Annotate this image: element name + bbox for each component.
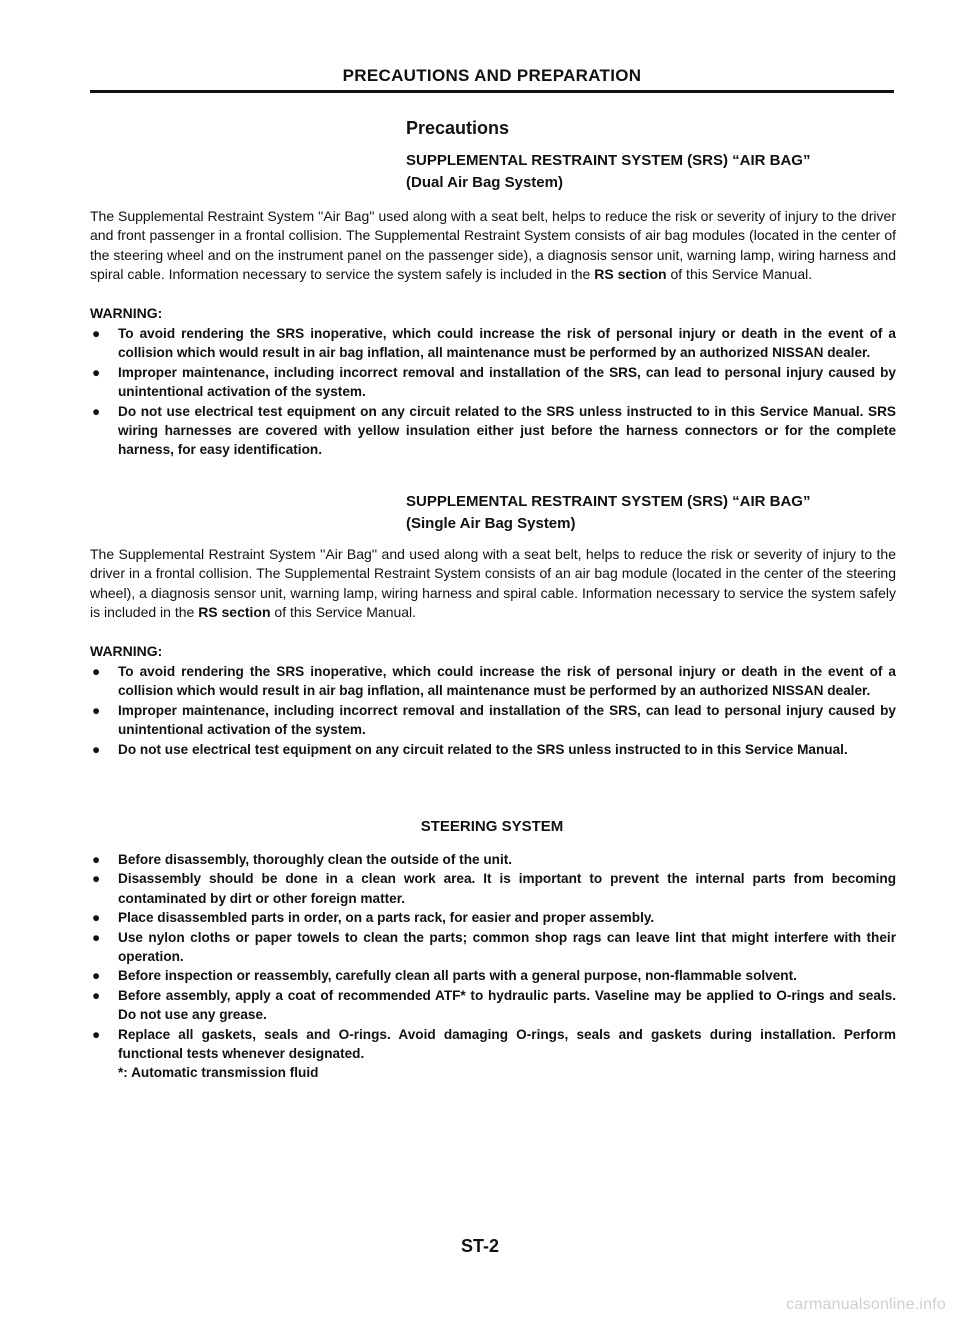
list-item: ● Do not use electrical test equipment on any circuit related to the SRS unless instructed to in this Service Manual. SRS wiring harnesses are covered with yellow insulation either just before the harness connectors or for the complete harness, for easy identification.: [92, 403, 896, 458]
list-item: ● Place disassembled parts in order, on a parts rack, for easier and proper assembly.: [90, 908, 896, 927]
bullet-icon: ●: [92, 403, 101, 419]
single-srs-heading: [406, 491, 810, 535]
bullet-icon: ●: [92, 702, 101, 718]
dual-srs-heading: [406, 150, 810, 194]
bullet-icon: ●: [92, 968, 101, 984]
list-item: ● To avoid rendering the SRS inoperative, which could increase the risk of personal injury or death in the event of a collision which would result in air bag inflation, all maintenance must be performed by an authorized NISSAN dealer.: [92, 326, 896, 361]
bullet-icon: ●: [92, 741, 101, 757]
list-item: ● Disassembly should be done in a clean work area. It is important to prevent the internal parts from becoming contaminated by dirt or other foreign matter.: [92, 871, 896, 906]
page-number: ST-2: [460, 1236, 499, 1256]
list-item: ● Before disassembly, thoroughly clean the outside of the unit.: [90, 850, 896, 869]
single-srs-para-text: The Supplemental Restraint System ''Air Bag'' and used along with a seat belt, helps to reduce the risk or severity of injury to the driver in a frontal collision. The Supplemental Restraint System consists of an air bag module (located in the center of the steering wheel), a diagnosis sensor unit, warning lamp, wiring harness and spiral cable. Information necessary to service the system safely is included in the: [90, 546, 896, 621]
bullet-icon: ●: [92, 664, 101, 679]
dual-srs-heading-line2: (Dual Air Bag System): [406, 174, 563, 191]
single-warning-label: WARNING:: [90, 643, 163, 659]
list-item: ● To avoid rendering the SRS inoperative, which could increase the risk of personal injury or death in the event of a collision which would result in air bag inflation, all maintenance must be performed by an authorized NISSAN dealer.: [92, 664, 896, 699]
page-header-title: PRECAUTIONS AND PREPARATION: [342, 66, 642, 85]
list-item: ● Improper maintenance, including incorrect removal and installation of the SRS, can lead to personal injury caused by unintentional activation of the system.: [92, 702, 896, 738]
list-item: ● Before assembly, apply a coat of recommended ATF* to hydraulic parts. Vaseline may be applied to O-rings and seals. Do not use any grease.: [92, 987, 896, 1023]
dual-srs-para-text: The Supplemental Restraint System ''Air Bag'' used along with a seat belt, helps to reduce the risk or severity of injury to the driver and front passenger in a frontal collision. The Supplemental Restraint System consists of air bag modules (located in the center of the steering wheel and on the instrument panel on the passenger side), a diagnosis sensor unit, warning lamp, wiring harness and spiral cable. Information necessary to service the system safely is included in the: [90, 208, 896, 283]
list-item: ● Improper maintenance, including incorrect removal and installation of the SRS, can lead to personal injury caused by unintentional activation of the system.: [92, 364, 896, 400]
dual-srs-paragraph: [90, 207, 896, 285]
list-item: ● Replace all gaskets, seals and O-rings. Avoid damaging O-rings, seals and gaskets during installation. Perform functional tests whenever designated.: [92, 1026, 896, 1062]
single-warning-list: [90, 662, 896, 759]
single-srs-para-end: of this Service Manual.: [270, 604, 417, 621]
list-item: ● Before inspection or reassembly, carefully clean all parts with a general purpose, non-flammable solvent.: [90, 966, 896, 985]
dual-warning-list: [90, 324, 896, 460]
bullet-icon: ●: [92, 871, 101, 887]
bullet-icon: ●: [92, 326, 101, 341]
dual-warning-label: WARNING:: [90, 305, 163, 321]
bullet-icon: ●: [92, 987, 101, 1003]
single-rs-section-ref: RS section: [198, 604, 271, 621]
steering-heading: STEERING SYSTEM: [420, 818, 564, 835]
bullet-icon: ●: [92, 1026, 101, 1042]
bullet-icon: ●: [92, 852, 101, 867]
single-srs-heading-line2: (Single Air Bag System): [406, 515, 576, 532]
bullet-icon: ●: [92, 364, 101, 380]
header-rule: [90, 90, 894, 93]
dual-rs-section-ref: RS section: [594, 266, 667, 283]
single-srs-paragraph: [90, 545, 896, 623]
section-title: Precautions: [406, 118, 510, 138]
bullet-icon: ●: [92, 929, 101, 945]
dual-srs-para-end: of this Service Manual.: [666, 266, 813, 283]
list-item: ● Use nylon cloths or paper towels to clean the parts; common shop rags can leave lint that might interfere with their operation.: [92, 929, 896, 965]
steering-precautions-list: [90, 850, 896, 1083]
watermark-text: carmanualsonline.info: [786, 1296, 946, 1313]
atf-footnote: *: Automatic transmission fluid: [118, 1065, 319, 1081]
dual-srs-heading-line1: SUPPLEMENTAL RESTRAINT SYSTEM (SRS) “AIR BAG”: [406, 152, 811, 169]
list-item: ● Do not use electrical test equipment on any circuit related to the SRS unless instructed to in this Service Manual.: [90, 740, 896, 759]
single-srs-heading-line1: SUPPLEMENTAL RESTRAINT SYSTEM (SRS) “AIR BAG”: [406, 493, 811, 510]
bullet-icon: ●: [92, 910, 101, 926]
